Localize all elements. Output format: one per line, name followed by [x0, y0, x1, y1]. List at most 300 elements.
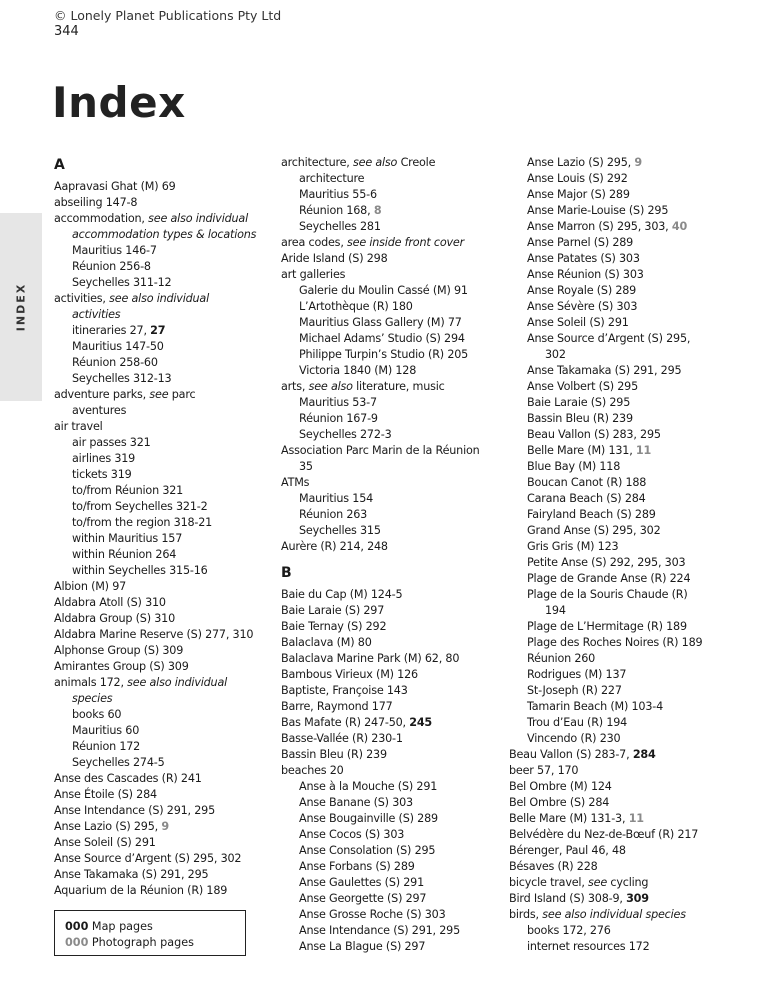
entry-text: within Réunion 264: [72, 548, 177, 561]
index-subentry: [509, 475, 739, 491]
index-subentry: [54, 307, 284, 323]
index-subentry: [281, 347, 511, 363]
entry-text: Réunion 168,: [299, 204, 374, 217]
index-entry: [509, 875, 739, 891]
entry-text: architecture,: [281, 156, 354, 169]
index-subentry: [509, 651, 739, 667]
index-entry: [281, 251, 511, 267]
legend-photo-pages: [65, 935, 235, 951]
page-number: 344: [54, 24, 79, 39]
index-subentry: [509, 635, 739, 651]
cross-reference: see also individual: [148, 212, 248, 225]
index-entry: [54, 771, 284, 787]
index-entry: [509, 811, 739, 827]
entry-text: Baptiste, Françoise 143: [281, 684, 408, 697]
entry-text: ATMs: [281, 476, 310, 489]
entry-text: Réunion 260: [527, 652, 596, 665]
index-entry: [509, 763, 739, 779]
entry-text: Carana Beach (S) 284: [527, 492, 646, 505]
index-subentry: [509, 587, 739, 603]
index-subentry: [509, 331, 739, 347]
index-entry: [509, 747, 739, 763]
entry-text: Aldabra Marine Reserve (S) 277, 310: [54, 628, 254, 641]
index-subentry: [54, 723, 284, 739]
index-subentry: [509, 939, 739, 955]
index-subentry: [54, 499, 284, 515]
entry-text: Bassin Bleu (R) 239: [281, 748, 387, 761]
index-subentry: [509, 315, 739, 331]
index-entry: [509, 891, 739, 907]
index-entry: [54, 867, 284, 883]
entry-text: Aride Island (S) 298: [281, 252, 388, 265]
entry-text: Beau Vallon (S) 283, 295: [527, 428, 661, 441]
index-entry: [281, 683, 511, 699]
entry-text: Anse Source d’Argent (S) 295,: [527, 332, 691, 345]
index-subentry: [281, 939, 511, 955]
section-spacer: [281, 555, 511, 563]
index-subentry: [54, 467, 284, 483]
index-subentry: [509, 507, 739, 523]
index-entry: [54, 627, 284, 643]
entry-text: Seychelles 281: [299, 220, 381, 233]
entry-text: Mauritius 146-7: [72, 244, 157, 257]
entry-text: Anse Lazio (S) 295,: [54, 820, 162, 833]
index-subentry: [281, 395, 511, 411]
index-subentry: [281, 171, 511, 187]
entry-text: Gris Gris (M) 123: [527, 540, 619, 553]
index-subentry: [509, 299, 739, 315]
entry-text: Réunion 263: [299, 508, 368, 521]
index-subentry: [281, 907, 511, 923]
index-subentry: [509, 555, 739, 571]
entry-text: Balaclava Marine Park (M) 62, 80: [281, 652, 460, 665]
index-entry: [54, 595, 284, 611]
entry-text: Anse Marie-Louise (S) 295: [527, 204, 669, 217]
index-subentry: [281, 491, 511, 507]
entry-text: birds,: [509, 908, 543, 921]
entry-text: to/from Réunion 321: [72, 484, 184, 497]
index-entry: [54, 803, 284, 819]
entry-text: Plage de L’Hermitage (R) 189: [527, 620, 687, 633]
entry-text: Plage de Grande Anse (R) 224: [527, 572, 691, 585]
entry-text: Anse Forbans (S) 289: [299, 860, 415, 873]
entry-text: Aquarium de la Réunion (R) 189: [54, 884, 228, 897]
entry-text: Baie du Cap (M) 124-5: [281, 588, 403, 601]
index-entry: [54, 291, 284, 307]
index-subentry: [54, 691, 284, 707]
entry-text: architecture: [299, 172, 365, 185]
entry-text: Anse Réunion (S) 303: [527, 268, 644, 281]
entry-text: L’Artothèque (R) 180: [299, 300, 413, 313]
index-subentry: [54, 355, 284, 371]
entry-text: Plage de la Souris Chaude (R): [527, 588, 688, 601]
entry-text: 302: [545, 348, 566, 361]
index-entry: [281, 155, 511, 171]
index-subentry: [54, 451, 284, 467]
cross-reference: see also individual: [109, 292, 209, 305]
index-entry: [54, 675, 284, 691]
entry-text: St-Joseph (R) 227: [527, 684, 622, 697]
entry-text: Mauritius 154: [299, 492, 374, 505]
legend-sample: 000: [65, 920, 89, 933]
entry-text: Bas Mafate (R) 247-50,: [281, 716, 410, 729]
index-entry: [54, 195, 284, 211]
entry-text: animals 172,: [54, 676, 128, 689]
entry-text: Grand Anse (S) 295, 302: [527, 524, 661, 537]
index-subentry: [281, 891, 511, 907]
index-entry: [509, 827, 739, 843]
index-subentry: [281, 315, 511, 331]
entry-text: Seychelles 272-3: [299, 428, 392, 441]
entry-text: Réunion 172: [72, 740, 141, 753]
index-entry: [509, 843, 739, 859]
index-subentry: [509, 459, 739, 475]
cross-reference: see: [588, 876, 608, 889]
index-entry: [509, 795, 739, 811]
index-entry: [509, 859, 739, 875]
index-subentry: [54, 403, 284, 419]
entry-text: activities,: [54, 292, 110, 305]
index-subentry: [281, 219, 511, 235]
entry-text: 194: [545, 604, 566, 617]
index-subentry: [54, 435, 284, 451]
entry-text: beer 57, 170: [509, 764, 579, 777]
legend-text: Map pages: [88, 920, 153, 933]
entry-text: airlines 319: [72, 452, 136, 465]
index-subentry: [54, 547, 284, 563]
entry-text: Bérenger, Paul 46, 48: [509, 844, 626, 857]
index-entry: [54, 419, 284, 435]
entry-text: Anse Source d’Argent (S) 295, 302: [54, 852, 242, 865]
index-section-letter: B: [281, 565, 292, 581]
index-subentry: [281, 859, 511, 875]
index-subentry: [281, 843, 511, 859]
entry-text: within Seychelles 315-16: [72, 564, 208, 577]
index-subentry: [509, 715, 739, 731]
legend-map-pages: [65, 919, 235, 935]
index-side-tab: [0, 213, 42, 401]
entry-text: beaches 20: [281, 764, 344, 777]
entry-text: Mauritius 53-7: [299, 396, 377, 409]
entry-text: Bésaves (R) 228: [509, 860, 598, 873]
legend-sample: 000: [65, 936, 89, 949]
cross-reference: see: [149, 388, 169, 401]
entry-text: Aurère (R) 214, 248: [281, 540, 388, 553]
entry-text: abseiling 147-8: [54, 196, 138, 209]
index-subentry: [281, 779, 511, 795]
entry-text: Réunion 167-9: [299, 412, 378, 425]
index-subentry: [509, 379, 739, 395]
entry-text: accommodation,: [54, 212, 149, 225]
page-title: Index: [52, 78, 186, 127]
index-subentry: [54, 339, 284, 355]
entry-text: Bel Ombre (M) 124: [509, 780, 612, 793]
entry-text: Seychelles 315: [299, 524, 381, 537]
entry-text: Anse Cocos (S) 303: [299, 828, 405, 841]
index-entry: [54, 611, 284, 627]
entry-text: tickets 319: [72, 468, 132, 481]
index-subentry: [281, 827, 511, 843]
index-subentry: [509, 171, 739, 187]
legend-text: Photograph pages: [88, 936, 194, 949]
index-entry: [54, 387, 284, 403]
index-subentry: [54, 755, 284, 771]
entry-text: Galerie du Moulin Cassé (M) 91: [299, 284, 468, 297]
index-entry: [54, 787, 284, 803]
entry-text: Boucan Canot (R) 188: [527, 476, 647, 489]
index-subentry: [54, 227, 284, 243]
entry-text: Barre, Raymond 177: [281, 700, 393, 713]
index-subentry: [509, 683, 739, 699]
index-subentry: [54, 371, 284, 387]
entry-text: Anse Royale (S) 289: [527, 284, 637, 297]
entry-text: Anse Takamaka (S) 291, 295: [54, 868, 209, 881]
index-subentry: [509, 219, 739, 235]
index-subentry: [281, 507, 511, 523]
map-page-ref: 245: [409, 716, 433, 729]
index-subentry: [509, 491, 739, 507]
entry-text: bicycle travel,: [509, 876, 589, 889]
entry-text: Baie Laraie (S) 295: [527, 396, 631, 409]
entry-text: Anse Volbert (S) 295: [527, 380, 639, 393]
entry-text: Seychelles 311-12: [72, 276, 172, 289]
index-entry: [281, 667, 511, 683]
index-subentry: [281, 875, 511, 891]
entry-text: Anse Gaulettes (S) 291: [299, 876, 424, 889]
entry-text: Aldabra Group (S) 310: [54, 612, 175, 625]
index-entry: [281, 651, 511, 667]
index-entry: [54, 819, 284, 835]
entry-text: Creole: [397, 156, 436, 169]
entry-text: Mauritius Glass Gallery (M) 77: [299, 316, 462, 329]
entry-text: Anse Consolation (S) 295: [299, 844, 436, 857]
index-subentry: [509, 427, 739, 443]
index-subentry: [54, 707, 284, 723]
entry-text: Rodrigues (M) 137: [527, 668, 627, 681]
entry-text: Anse Georgette (S) 297: [299, 892, 427, 905]
entry-text: Blue Bay (M) 118: [527, 460, 621, 473]
page-type-legend: [54, 910, 246, 956]
index-subentry: [281, 187, 511, 203]
entry-text: Aldabra Atoll (S) 310: [54, 596, 166, 609]
entry-text: Seychelles 274-5: [72, 756, 165, 769]
index-subentry: [509, 923, 739, 939]
index-subentry: [54, 563, 284, 579]
index-subentry: [54, 259, 284, 275]
entry-text: Mauritius 55-6: [299, 188, 377, 201]
index-subentry: [509, 283, 739, 299]
entry-text: cycling: [607, 876, 649, 889]
index-subentry: [281, 411, 511, 427]
entry-text: to/from Seychelles 321-2: [72, 500, 208, 513]
photo-page-ref: 9: [634, 156, 642, 169]
index-subentry: [281, 203, 511, 219]
entry-text: Mauritius 147-50: [72, 340, 164, 353]
entry-text: Aapravasi Ghat (M) 69: [54, 180, 176, 193]
entry-text: Anse Louis (S) 292: [527, 172, 628, 185]
index-entry: [54, 211, 284, 227]
index-subentry: [509, 411, 739, 427]
index-column-2: [281, 155, 511, 955]
entry-text: area codes,: [281, 236, 348, 249]
cross-reference: see also individual species: [542, 908, 686, 921]
index-tab-label: INDEX: [14, 282, 28, 332]
index-subentry: [509, 347, 739, 363]
photo-page-ref: 11: [628, 812, 644, 825]
index-subentry: [54, 515, 284, 531]
entry-text: Anse Parnel (S) 289: [527, 236, 634, 249]
entry-text: air passes 321: [72, 436, 151, 449]
index-column-1: [54, 155, 284, 899]
index-subentry: [509, 731, 739, 747]
index-subentry: [54, 323, 284, 339]
index-subentry: [509, 363, 739, 379]
index-subentry: [509, 187, 739, 203]
entry-text: Petite Anse (S) 292, 295, 303: [527, 556, 686, 569]
entry-text: aventures: [72, 404, 127, 417]
index-subentry: [509, 571, 739, 587]
index-subentry: [281, 795, 511, 811]
entry-text: parc: [168, 388, 196, 401]
entry-text: Anse Marron (S) 295, 303,: [527, 220, 672, 233]
index-subentry: [509, 267, 739, 283]
entry-text: Anse Soleil (S) 291: [54, 836, 156, 849]
index-subentry: [54, 275, 284, 291]
index-entry: [54, 179, 284, 195]
entry-text: Anse La Blague (S) 297: [299, 940, 426, 953]
entry-text: Anse Intendance (S) 291, 295: [54, 804, 216, 817]
index-subentry: [509, 539, 739, 555]
index-subentry: [509, 619, 739, 635]
photo-page-ref: 40: [671, 220, 688, 233]
entry-text: Plage des Roches Noires (R) 189: [527, 636, 703, 649]
entry-text: Anse Sévère (S) 303: [527, 300, 638, 313]
index-entry: [281, 443, 511, 459]
index-entry: [281, 587, 511, 603]
index-subentry: [509, 203, 739, 219]
entry-text: books 172, 276: [527, 924, 611, 937]
index-entry: [54, 883, 284, 899]
index-subentry: [54, 531, 284, 547]
entry-text: Anse Intendance (S) 291, 295: [299, 924, 461, 937]
entry-text: Beau Vallon (S) 283-7,: [509, 748, 633, 761]
index-entry: [281, 619, 511, 635]
index-section-letter: A: [54, 157, 65, 173]
index-entry: [281, 603, 511, 619]
index-subentry: [281, 523, 511, 539]
index-subentry: [54, 483, 284, 499]
index-subentry: [509, 667, 739, 683]
entry-text: Fairyland Beach (S) 289: [527, 508, 656, 521]
entry-text: art galleries: [281, 268, 346, 281]
entry-text: Mauritius 60: [72, 724, 140, 737]
index-subentry: [281, 283, 511, 299]
entry-text: arts,: [281, 380, 309, 393]
entry-text: Bambous Virieux (M) 126: [281, 668, 418, 681]
index-entry: [281, 379, 511, 395]
entry-text: to/from the region 318-21: [72, 516, 213, 529]
index-entry: [509, 907, 739, 923]
cross-reference: accommodation types & locations: [72, 228, 257, 241]
cross-reference: see also: [308, 380, 353, 393]
index-entry: [54, 659, 284, 675]
index-subentry: [509, 443, 739, 459]
index-subentry: [54, 739, 284, 755]
entry-text: Tamarin Beach (M) 103-4: [527, 700, 664, 713]
index-entry: [54, 835, 284, 851]
index-subentry: [281, 811, 511, 827]
index-column-3: [509, 155, 739, 955]
cross-reference: see also individual: [127, 676, 228, 689]
entry-text: Trou d’Eau (R) 194: [527, 716, 628, 729]
index-entry: [281, 763, 511, 779]
entry-text: Alphonse Group (S) 309: [54, 644, 184, 657]
entry-text: Anse Major (S) 289: [527, 188, 630, 201]
index-subentry: [509, 395, 739, 411]
entry-text: Bel Ombre (S) 284: [509, 796, 610, 809]
entry-text: Basse-Vallée (R) 230-1: [281, 732, 403, 745]
entry-text: Vincendo (R) 230: [527, 732, 621, 745]
cross-reference: activities: [72, 308, 121, 321]
index-entry: [281, 267, 511, 283]
index-subentry: [509, 523, 739, 539]
entry-text: Balaclava (M) 80: [281, 636, 372, 649]
index-entry: [54, 579, 284, 595]
entry-text: Belle Mare (M) 131,: [527, 444, 636, 457]
map-page-ref: 284: [632, 748, 656, 761]
index-subentry: [281, 459, 511, 475]
index-entry: [281, 635, 511, 651]
entry-text: Association Parc Marin de la Réunion: [281, 444, 480, 457]
entry-text: itineraries 27,: [72, 324, 151, 337]
entry-text: Baie Ternay (S) 292: [281, 620, 387, 633]
entry-text: Bird Island (S) 308-9,: [509, 892, 627, 905]
index-subentry: [281, 331, 511, 347]
entry-text: Baie Laraie (S) 297: [281, 604, 385, 617]
entry-text: Amirantes Group (S) 309: [54, 660, 189, 673]
index-entry: [281, 699, 511, 715]
entry-text: Philippe Turpin’s Studio (R) 205: [299, 348, 469, 361]
entry-text: Belle Mare (M) 131-3,: [509, 812, 629, 825]
map-page-ref: 309: [626, 892, 649, 905]
index-entry: [281, 475, 511, 491]
entry-text: Seychelles 312-13: [72, 372, 172, 385]
index-entry: [54, 851, 284, 867]
entry-text: within Mauritius 157: [72, 532, 183, 545]
entry-text: Anse Lazio (S) 295,: [527, 156, 635, 169]
index-subentry: [509, 235, 739, 251]
map-page-ref: 27: [150, 324, 166, 337]
entry-text: Anse des Cascades (R) 241: [54, 772, 202, 785]
entry-text: literature, music: [352, 380, 445, 393]
entry-text: Anse Bougainville (S) 289: [299, 812, 438, 825]
entry-text: Réunion 258-60: [72, 356, 158, 369]
entry-text: adventure parks,: [54, 388, 150, 401]
index-subentry: [509, 699, 739, 715]
entry-text: Victoria 1840 (M) 128: [299, 364, 417, 377]
index-entry: [281, 731, 511, 747]
index-subentry: [509, 603, 739, 619]
entry-text: Anse Grosse Roche (S) 303: [299, 908, 446, 921]
entry-text: Anse Étoile (S) 284: [54, 788, 157, 801]
entry-text: Belvédère du Nez-de-Bœuf (R) 217: [509, 828, 699, 841]
index-entry: [54, 643, 284, 659]
entry-text: 35: [299, 460, 313, 473]
entry-text: Anse Takamaka (S) 291, 295: [527, 364, 682, 377]
entry-text: Anse Patates (S) 303: [527, 252, 640, 265]
index-subentry: [281, 427, 511, 443]
cross-reference: see also: [353, 156, 398, 169]
